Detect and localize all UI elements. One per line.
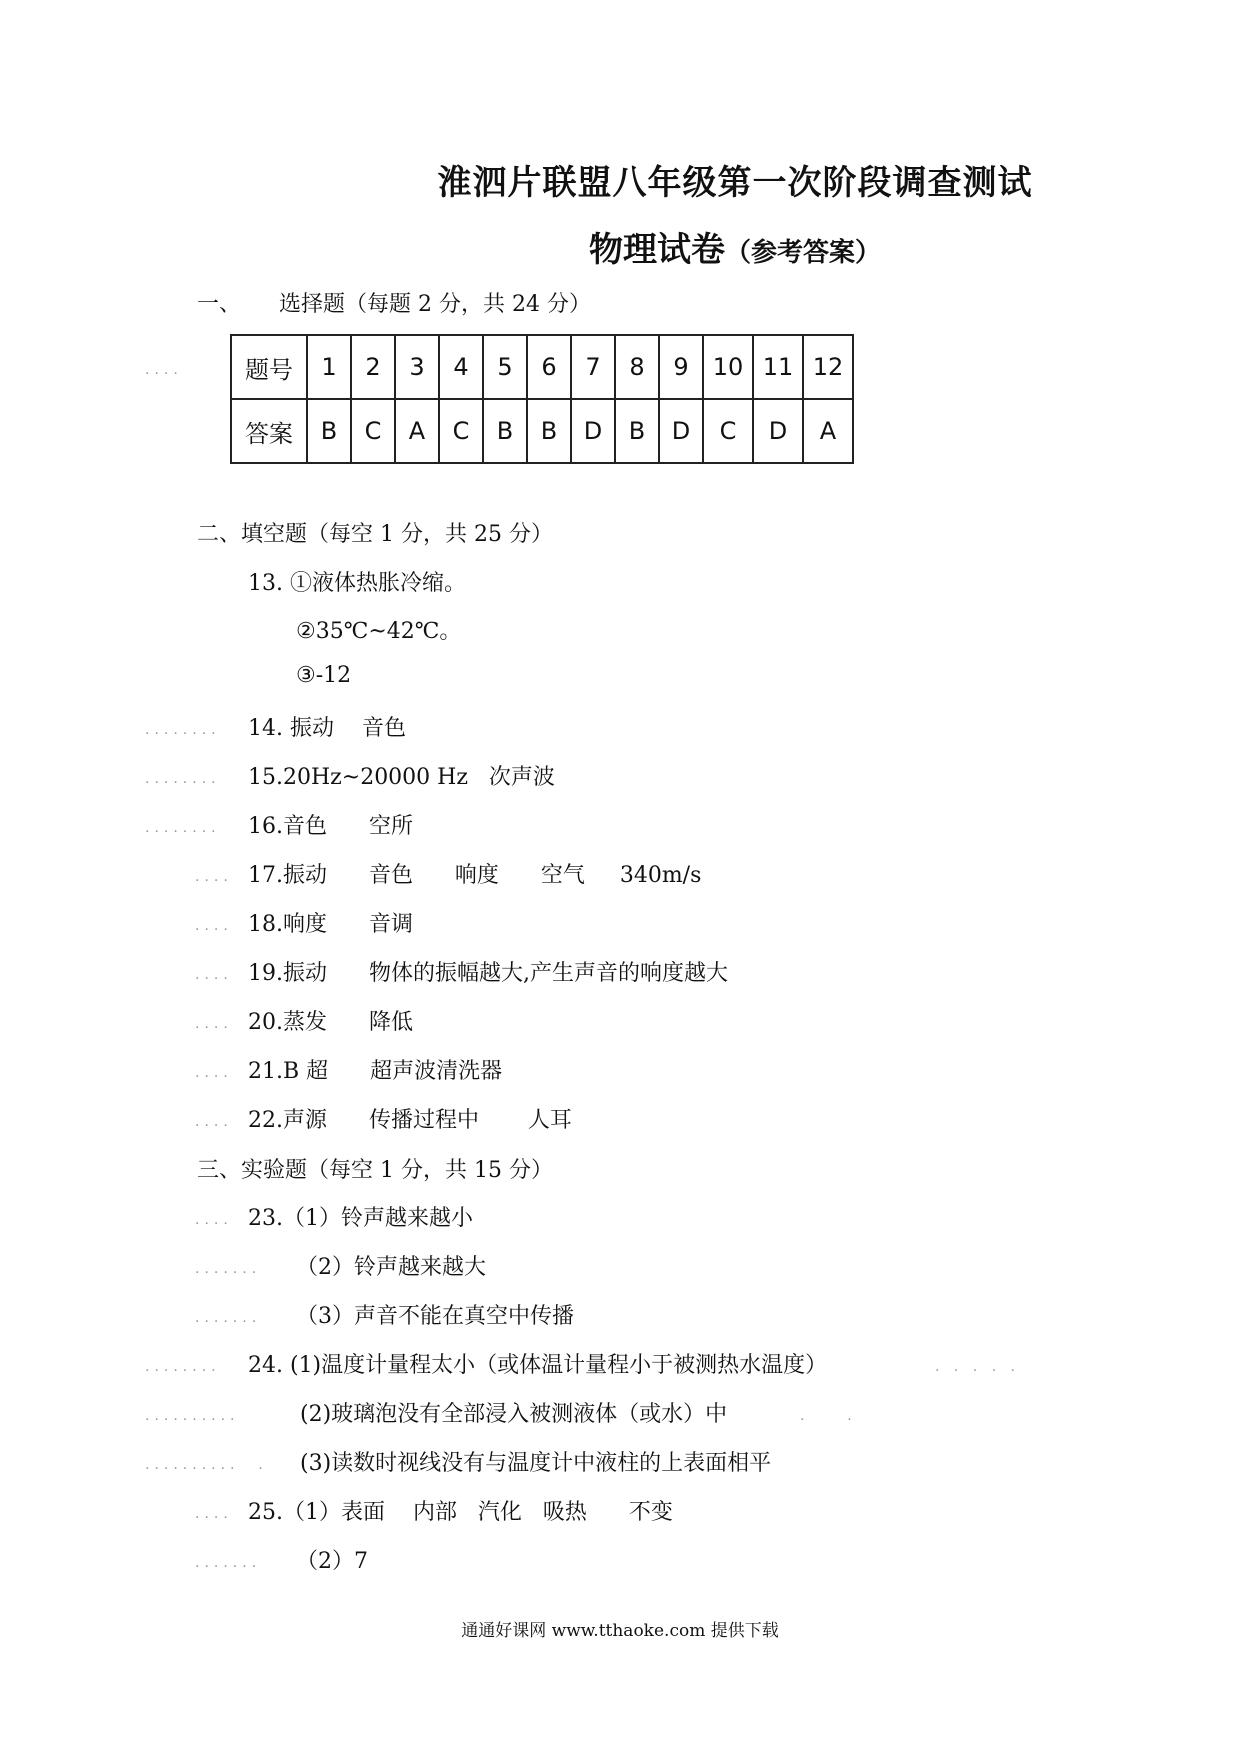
answer-line: 21.B 超 超声波清洗器	[248, 1059, 503, 1084]
answer-cell: B	[527, 399, 571, 463]
document-subtitle	[0, 222, 1240, 271]
dot-leader: .......... .	[145, 1457, 268, 1473]
answer-cell: D	[659, 399, 703, 463]
number-cell: 5	[483, 335, 527, 399]
answer-line: 19.振动 物体的振幅越大,产生声音的响度越大	[248, 961, 728, 986]
answer-cell: C	[439, 399, 483, 463]
number-cell: 10	[703, 335, 753, 399]
answer-line: 15.20Hz~20000 Hz 次声波	[248, 765, 555, 790]
number-cell: 6	[527, 335, 571, 399]
section1-heading	[197, 287, 591, 318]
number-cell: 2	[351, 335, 395, 399]
answer-cell: B	[615, 399, 659, 463]
dot-leader: ....	[195, 869, 233, 885]
answer-line: （3）声音不能在真空中传播	[296, 1304, 574, 1329]
answer-line: 16.音色 空所	[248, 814, 413, 839]
answer-line: 20.蒸发 降低	[248, 1010, 413, 1035]
number-cell: 11	[753, 335, 803, 399]
answer-line: 14. 振动 音色	[248, 716, 406, 741]
footer-credit: 通通好课网 www.tthaoke.com 提供下载	[461, 1621, 779, 1641]
answer-table-number-row	[231, 335, 853, 399]
answer-line: 13. ①液体热胀冷缩。	[248, 571, 466, 596]
answer-table	[230, 334, 854, 464]
dot-leader: ..........	[145, 1408, 240, 1424]
answer-line: (3)读数时视线没有与温度计中液柱的上表面相平	[300, 1451, 772, 1476]
answer-line: 22.声源 传播过程中 人耳	[248, 1108, 572, 1133]
number-cell: 12	[803, 335, 853, 399]
dot-leader: ....	[195, 1016, 233, 1032]
dot-leader: ........	[145, 722, 221, 738]
answer-line: （2）铃声越来越大	[296, 1255, 486, 1280]
dot-leader: . . . . .	[935, 1359, 1021, 1375]
number-cell: 8	[615, 335, 659, 399]
answer-line: 18.响度 音调	[248, 912, 413, 937]
dot-leader: ....	[195, 1114, 233, 1130]
answer-cell: B	[483, 399, 527, 463]
dot-leader: ....	[195, 1212, 233, 1228]
answer-table-answer-row	[231, 399, 853, 463]
row-header-number: 题号	[231, 335, 307, 399]
answer-line: 23.（1）铃声越来越小	[248, 1206, 473, 1231]
answer-line: （2）7	[296, 1549, 368, 1574]
dot-leader: ....	[195, 918, 233, 934]
answer-line: (2)玻璃泡没有全部浸入被测液体（或水）中	[300, 1402, 728, 1427]
answer-line: 17.振动 音色 响度 空气 340m/s	[248, 863, 702, 888]
section3-heading: 三、实验题（每空 1 分，共 15 分）	[197, 1158, 553, 1183]
section2-heading: 二、填空题（每空 1 分，共 25 分）	[197, 522, 553, 547]
answer-cell: A	[395, 399, 439, 463]
subtitle-main: 物理试卷	[588, 230, 725, 270]
dot-leader: ........	[145, 820, 221, 836]
answer-cell: D	[571, 399, 615, 463]
answer-cell: C	[703, 399, 753, 463]
answer-cell: B	[307, 399, 351, 463]
answer-cell: C	[351, 399, 395, 463]
dot-leader: .......	[195, 1261, 262, 1277]
dot-leader: .......	[195, 1555, 262, 1571]
number-cell: 9	[659, 335, 703, 399]
row-header-answer: 答案	[231, 399, 307, 463]
document-title: 淮泗片联盟八年级第一次阶段调查测试	[437, 163, 1033, 203]
subtitle-note: （参考答案）	[724, 238, 881, 268]
dot-leader: ....	[195, 967, 233, 983]
number-cell: 4	[439, 335, 483, 399]
answer-line: 25.（1）表面 内部 汽化 吸热 不变	[248, 1500, 673, 1525]
dot-leader: ........	[145, 1359, 221, 1375]
dot-leader: . .	[800, 1408, 857, 1424]
dot-leader: ....	[195, 1506, 233, 1522]
answer-cell: D	[753, 399, 803, 463]
number-cell: 3	[395, 335, 439, 399]
answer-cell: A	[803, 399, 853, 463]
answer-line: ②35℃~42℃。	[296, 619, 462, 644]
number-cell: 1	[307, 335, 351, 399]
dot-leader: ........	[145, 771, 221, 787]
dot-leader: .......	[195, 1310, 262, 1326]
number-cell: 7	[571, 335, 615, 399]
dot-leader: ....	[145, 362, 183, 378]
answer-line: 24. (1)温度计量程太小（或体温计量程小于被测热水温度）	[248, 1353, 828, 1378]
dot-leader: ....	[195, 1065, 233, 1081]
section1-number: 一、	[197, 292, 242, 317]
answer-line: ③-12	[296, 663, 352, 688]
section1-title: 选择题（每题 2 分，共 24 分）	[279, 292, 591, 317]
